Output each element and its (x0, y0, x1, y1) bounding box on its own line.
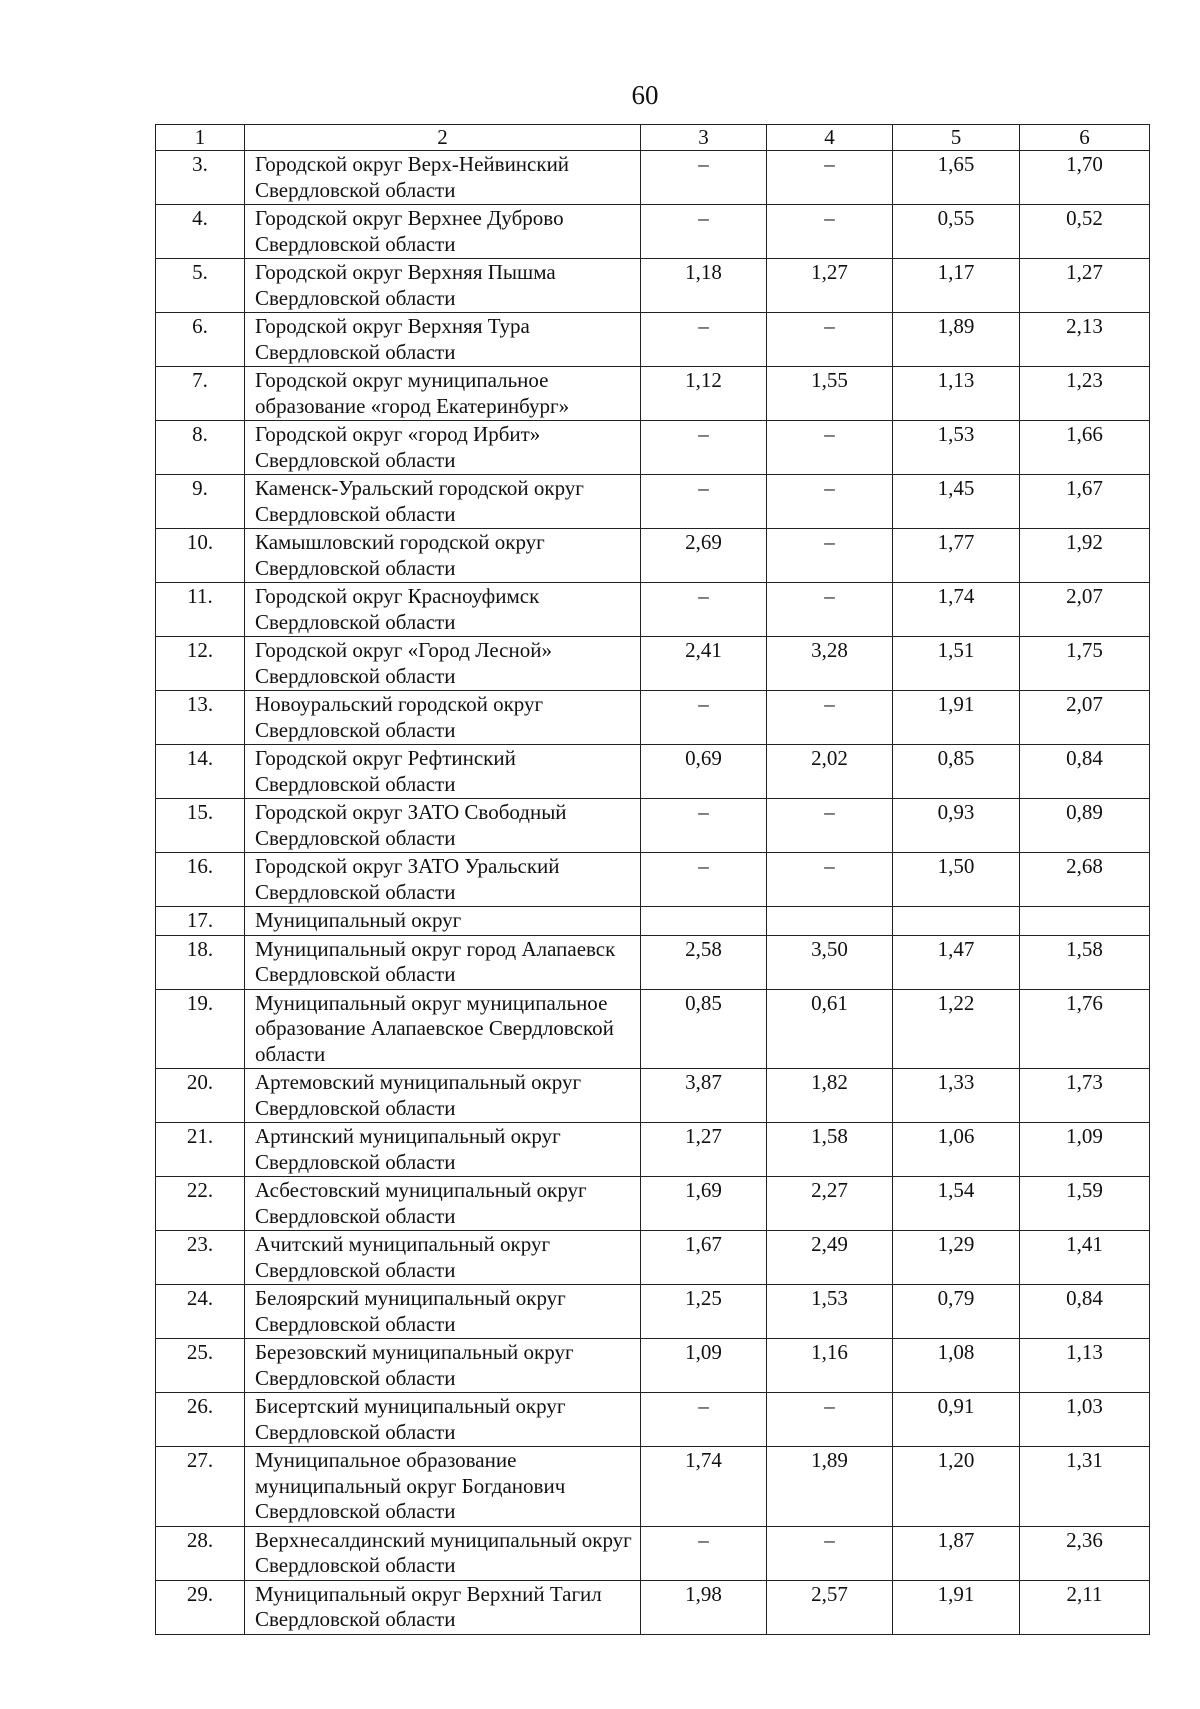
column-3-value-cell: – (641, 1393, 767, 1447)
row-number-cell: 10. (156, 529, 245, 583)
column-5-value-cell: 1,77 (893, 529, 1020, 583)
column-header-4: 4 (767, 125, 893, 151)
column-3-value-cell (641, 907, 767, 936)
row-number-cell: 23. (156, 1231, 245, 1285)
column-4-value-cell: 1,16 (767, 1339, 893, 1393)
column-4-value-cell: – (767, 583, 893, 637)
indicator-table (155, 124, 1150, 1635)
column-3-value-cell: – (641, 691, 767, 745)
column-3-value-cell: 1,98 (641, 1580, 767, 1634)
column-4-value-cell: 1,58 (767, 1123, 893, 1177)
column-5-value-cell: 1,17 (893, 259, 1020, 313)
column-5-value-cell: 1,47 (893, 935, 1020, 989)
column-4-value-cell: – (767, 313, 893, 367)
column-header-1: 1 (156, 125, 245, 151)
column-5-value-cell: 1,91 (893, 1580, 1020, 1634)
row-number-cell: 26. (156, 1393, 245, 1447)
column-6-value-cell: 1,92 (1020, 529, 1150, 583)
column-header-5: 5 (893, 125, 1020, 151)
column-5-value-cell: 0,55 (893, 205, 1020, 259)
column-5-value-cell: 1,22 (893, 989, 1020, 1069)
municipality-name-cell: Верхнесалдинский муниципальный округ Свердловской области (245, 1526, 641, 1580)
column-5-value-cell: 1,91 (893, 691, 1020, 745)
column-5-value-cell: 0,93 (893, 799, 1020, 853)
column-4-value-cell (767, 907, 893, 936)
column-3-value-cell: 1,09 (641, 1339, 767, 1393)
column-5-value-cell: 1,08 (893, 1339, 1020, 1393)
column-6-value-cell: 0,84 (1020, 745, 1150, 799)
column-4-value-cell: 1,89 (767, 1447, 893, 1527)
table-row (156, 151, 1150, 205)
column-3-value-cell: 1,27 (641, 1123, 767, 1177)
column-5-value-cell (893, 907, 1020, 936)
municipality-name-cell: Городской округ муниципальное образование «город Екатеринбург» (245, 367, 641, 421)
row-number-cell: 25. (156, 1339, 245, 1393)
column-5-value-cell: 1,29 (893, 1231, 1020, 1285)
column-3-value-cell: 1,12 (641, 367, 767, 421)
table-row (156, 935, 1150, 989)
column-4-value-cell: 3,28 (767, 637, 893, 691)
municipality-name-cell: Березовский муниципальный округ Свердловской области (245, 1339, 641, 1393)
table-row (156, 1285, 1150, 1339)
row-number-cell: 24. (156, 1285, 245, 1339)
column-3-value-cell: – (641, 205, 767, 259)
row-number-cell: 11. (156, 583, 245, 637)
column-3-value-cell: 0,85 (641, 989, 767, 1069)
column-6-value-cell: 1,75 (1020, 637, 1150, 691)
column-5-value-cell: 1,65 (893, 151, 1020, 205)
municipality-name-cell: Белоярский муниципальный округ Свердловской области (245, 1285, 641, 1339)
row-number-cell: 8. (156, 421, 245, 475)
column-3-value-cell: 1,18 (641, 259, 767, 313)
column-6-value-cell: 1,31 (1020, 1447, 1150, 1527)
row-number-cell: 28. (156, 1526, 245, 1580)
row-number-cell: 27. (156, 1447, 245, 1527)
column-4-value-cell: 3,50 (767, 935, 893, 989)
column-5-value-cell: 1,33 (893, 1069, 1020, 1123)
table-row (156, 1393, 1150, 1447)
column-header-6: 6 (1020, 125, 1150, 151)
column-header-2: 2 (245, 125, 641, 151)
column-6-value-cell: 2,68 (1020, 853, 1150, 907)
column-4-value-cell: 2,27 (767, 1177, 893, 1231)
table-body (156, 151, 1150, 1635)
municipality-name-cell: Городской округ Верхнее Дуброво Свердловской области (245, 205, 641, 259)
row-number-cell: 12. (156, 637, 245, 691)
table-row (156, 907, 1150, 936)
municipality-name-cell: Ачитский муниципальный округ Свердловской области (245, 1231, 641, 1285)
municipality-name-cell: Городской округ Верх-Нейвинский Свердловской области (245, 151, 641, 205)
table-row (156, 1447, 1150, 1527)
column-4-value-cell: – (767, 475, 893, 529)
column-3-value-cell: – (641, 1526, 767, 1580)
column-6-value-cell: 1,27 (1020, 259, 1150, 313)
column-5-value-cell: 1,50 (893, 853, 1020, 907)
column-4-value-cell: – (767, 529, 893, 583)
column-4-value-cell: 1,53 (767, 1285, 893, 1339)
row-number-cell: 22. (156, 1177, 245, 1231)
table-row (156, 259, 1150, 313)
column-5-value-cell: 0,79 (893, 1285, 1020, 1339)
municipality-name-cell: Городской округ Красноуфимск Свердловской области (245, 583, 641, 637)
table-row (156, 745, 1150, 799)
column-5-value-cell: 1,45 (893, 475, 1020, 529)
row-number-cell: 16. (156, 853, 245, 907)
column-6-value-cell: 1,70 (1020, 151, 1150, 205)
column-6-value-cell: 1,13 (1020, 1339, 1150, 1393)
column-5-value-cell: 0,85 (893, 745, 1020, 799)
column-3-value-cell: 2,58 (641, 935, 767, 989)
column-4-value-cell: 1,82 (767, 1069, 893, 1123)
column-6-value-cell: 1,03 (1020, 1393, 1150, 1447)
municipality-name-cell: Артемовский муниципальный округ Свердловской области (245, 1069, 641, 1123)
column-4-value-cell: 2,57 (767, 1580, 893, 1634)
column-4-value-cell: – (767, 151, 893, 205)
column-6-value-cell: 0,89 (1020, 799, 1150, 853)
column-6-value-cell: 1,09 (1020, 1123, 1150, 1177)
table-row (156, 1069, 1150, 1123)
row-number-cell: 5. (156, 259, 245, 313)
column-6-value-cell: 1,41 (1020, 1231, 1150, 1285)
row-number-cell: 4. (156, 205, 245, 259)
column-6-value-cell: 1,23 (1020, 367, 1150, 421)
column-3-value-cell: – (641, 583, 767, 637)
column-4-value-cell: 1,55 (767, 367, 893, 421)
column-5-value-cell: 1,87 (893, 1526, 1020, 1580)
table-row (156, 475, 1150, 529)
column-5-value-cell: 1,51 (893, 637, 1020, 691)
municipality-name-cell: Муниципальный округ город Алапаевск Свердловской области (245, 935, 641, 989)
municipality-name-cell: Асбестовский муниципальный округ Свердловской области (245, 1177, 641, 1231)
column-3-value-cell: – (641, 475, 767, 529)
column-4-value-cell: – (767, 691, 893, 745)
row-number-cell: 3. (156, 151, 245, 205)
table-row (156, 691, 1150, 745)
municipality-name-cell: Городской округ ЗАТО Свободный Свердловской области (245, 799, 641, 853)
column-3-value-cell: 2,41 (641, 637, 767, 691)
table-row (156, 205, 1150, 259)
column-4-value-cell: – (767, 205, 893, 259)
municipality-name-cell: Муниципальный округ (245, 907, 641, 936)
municipality-name-cell: Городской округ Верхняя Пышма Свердловской области (245, 259, 641, 313)
column-5-value-cell: 1,54 (893, 1177, 1020, 1231)
column-6-value-cell: 2,11 (1020, 1580, 1150, 1634)
column-3-value-cell: 1,74 (641, 1447, 767, 1527)
column-6-value-cell: 1,73 (1020, 1069, 1150, 1123)
municipality-name-cell: Камышловский городской округ Свердловской области (245, 529, 641, 583)
table-row (156, 583, 1150, 637)
column-4-value-cell: – (767, 421, 893, 475)
row-number-cell: 29. (156, 1580, 245, 1634)
column-4-value-cell: 2,02 (767, 745, 893, 799)
column-4-value-cell: 2,49 (767, 1231, 893, 1285)
column-6-value-cell: 1,76 (1020, 989, 1150, 1069)
column-3-value-cell: 1,69 (641, 1177, 767, 1231)
column-3-value-cell: – (641, 853, 767, 907)
municipality-name-cell: Городской округ ЗАТО Уральский Свердловской области (245, 853, 641, 907)
column-6-value-cell: 2,07 (1020, 691, 1150, 745)
row-number-cell: 7. (156, 367, 245, 421)
row-number-cell: 14. (156, 745, 245, 799)
municipality-name-cell: Муниципальный округ муниципальное образование Алапаевское Свердловской области (245, 989, 641, 1069)
column-header-3: 3 (641, 125, 767, 151)
row-number-cell: 17. (156, 907, 245, 936)
column-3-value-cell: 2,69 (641, 529, 767, 583)
municipality-name-cell: Городской округ «Город Лесной» Свердловской области (245, 637, 641, 691)
column-3-value-cell: 3,87 (641, 1069, 767, 1123)
row-number-cell: 19. (156, 989, 245, 1069)
column-5-value-cell: 1,53 (893, 421, 1020, 475)
column-5-value-cell: 1,74 (893, 583, 1020, 637)
column-4-value-cell: – (767, 1526, 893, 1580)
column-6-value-cell: 1,59 (1020, 1177, 1150, 1231)
column-4-value-cell: 0,61 (767, 989, 893, 1069)
table-row (156, 1339, 1150, 1393)
row-number-cell: 20. (156, 1069, 245, 1123)
column-6-value-cell: 2,36 (1020, 1526, 1150, 1580)
column-6-value-cell: 0,52 (1020, 205, 1150, 259)
municipality-name-cell: Городской округ Рефтинский Свердловской области (245, 745, 641, 799)
column-6-value-cell (1020, 907, 1150, 936)
row-number-cell: 9. (156, 475, 245, 529)
municipality-name-cell: Каменск-Уральский городской округ Свердловской области (245, 475, 641, 529)
column-3-value-cell: – (641, 799, 767, 853)
column-3-value-cell: – (641, 421, 767, 475)
row-number-cell: 6. (156, 313, 245, 367)
column-3-value-cell: 1,67 (641, 1231, 767, 1285)
table-header-row (156, 125, 1150, 151)
column-6-value-cell: 1,58 (1020, 935, 1150, 989)
page-number: 60 (631, 80, 659, 110)
column-3-value-cell: – (641, 313, 767, 367)
municipality-name-cell: Артинский муниципальный округ Свердловской области (245, 1123, 641, 1177)
row-number-cell: 18. (156, 935, 245, 989)
row-number-cell: 13. (156, 691, 245, 745)
column-6-value-cell: 1,66 (1020, 421, 1150, 475)
column-5-value-cell: 1,89 (893, 313, 1020, 367)
column-4-value-cell: – (767, 1393, 893, 1447)
column-3-value-cell: – (641, 151, 767, 205)
municipality-name-cell: Муниципальный округ Верхний Тагил Свердловской области (245, 1580, 641, 1634)
column-5-value-cell: 1,06 (893, 1123, 1020, 1177)
table-row (156, 989, 1150, 1069)
column-6-value-cell: 0,84 (1020, 1285, 1150, 1339)
table-row (156, 1123, 1150, 1177)
column-5-value-cell: 0,91 (893, 1393, 1020, 1447)
column-6-value-cell: 2,13 (1020, 313, 1150, 367)
column-4-value-cell: – (767, 799, 893, 853)
table-row (156, 313, 1150, 367)
column-6-value-cell: 2,07 (1020, 583, 1150, 637)
column-3-value-cell: 1,25 (641, 1285, 767, 1339)
row-number-cell: 15. (156, 799, 245, 853)
table-row (156, 529, 1150, 583)
table-row (156, 1526, 1150, 1580)
table-row (156, 1231, 1150, 1285)
table-row (156, 637, 1150, 691)
table-row (156, 1580, 1150, 1634)
table-row (156, 853, 1150, 907)
municipality-name-cell: Муниципальное образование муниципальный округ Богданович Свердловской области (245, 1447, 641, 1527)
table-row (156, 421, 1150, 475)
municipality-name-cell: Бисертский муниципальный округ Свердловской области (245, 1393, 641, 1447)
municipality-name-cell: Городской округ «город Ирбит» Свердловской области (245, 421, 641, 475)
column-5-value-cell: 1,13 (893, 367, 1020, 421)
table-row (156, 799, 1150, 853)
column-6-value-cell: 1,67 (1020, 475, 1150, 529)
table-row (156, 367, 1150, 421)
table-row (156, 1177, 1150, 1231)
column-5-value-cell: 1,20 (893, 1447, 1020, 1527)
municipality-name-cell: Городской округ Верхняя Тура Свердловской области (245, 313, 641, 367)
row-number-cell: 21. (156, 1123, 245, 1177)
municipality-name-cell: Новоуральский городской округ Свердловской области (245, 691, 641, 745)
column-4-value-cell: 1,27 (767, 259, 893, 313)
column-3-value-cell: 0,69 (641, 745, 767, 799)
column-4-value-cell: – (767, 853, 893, 907)
